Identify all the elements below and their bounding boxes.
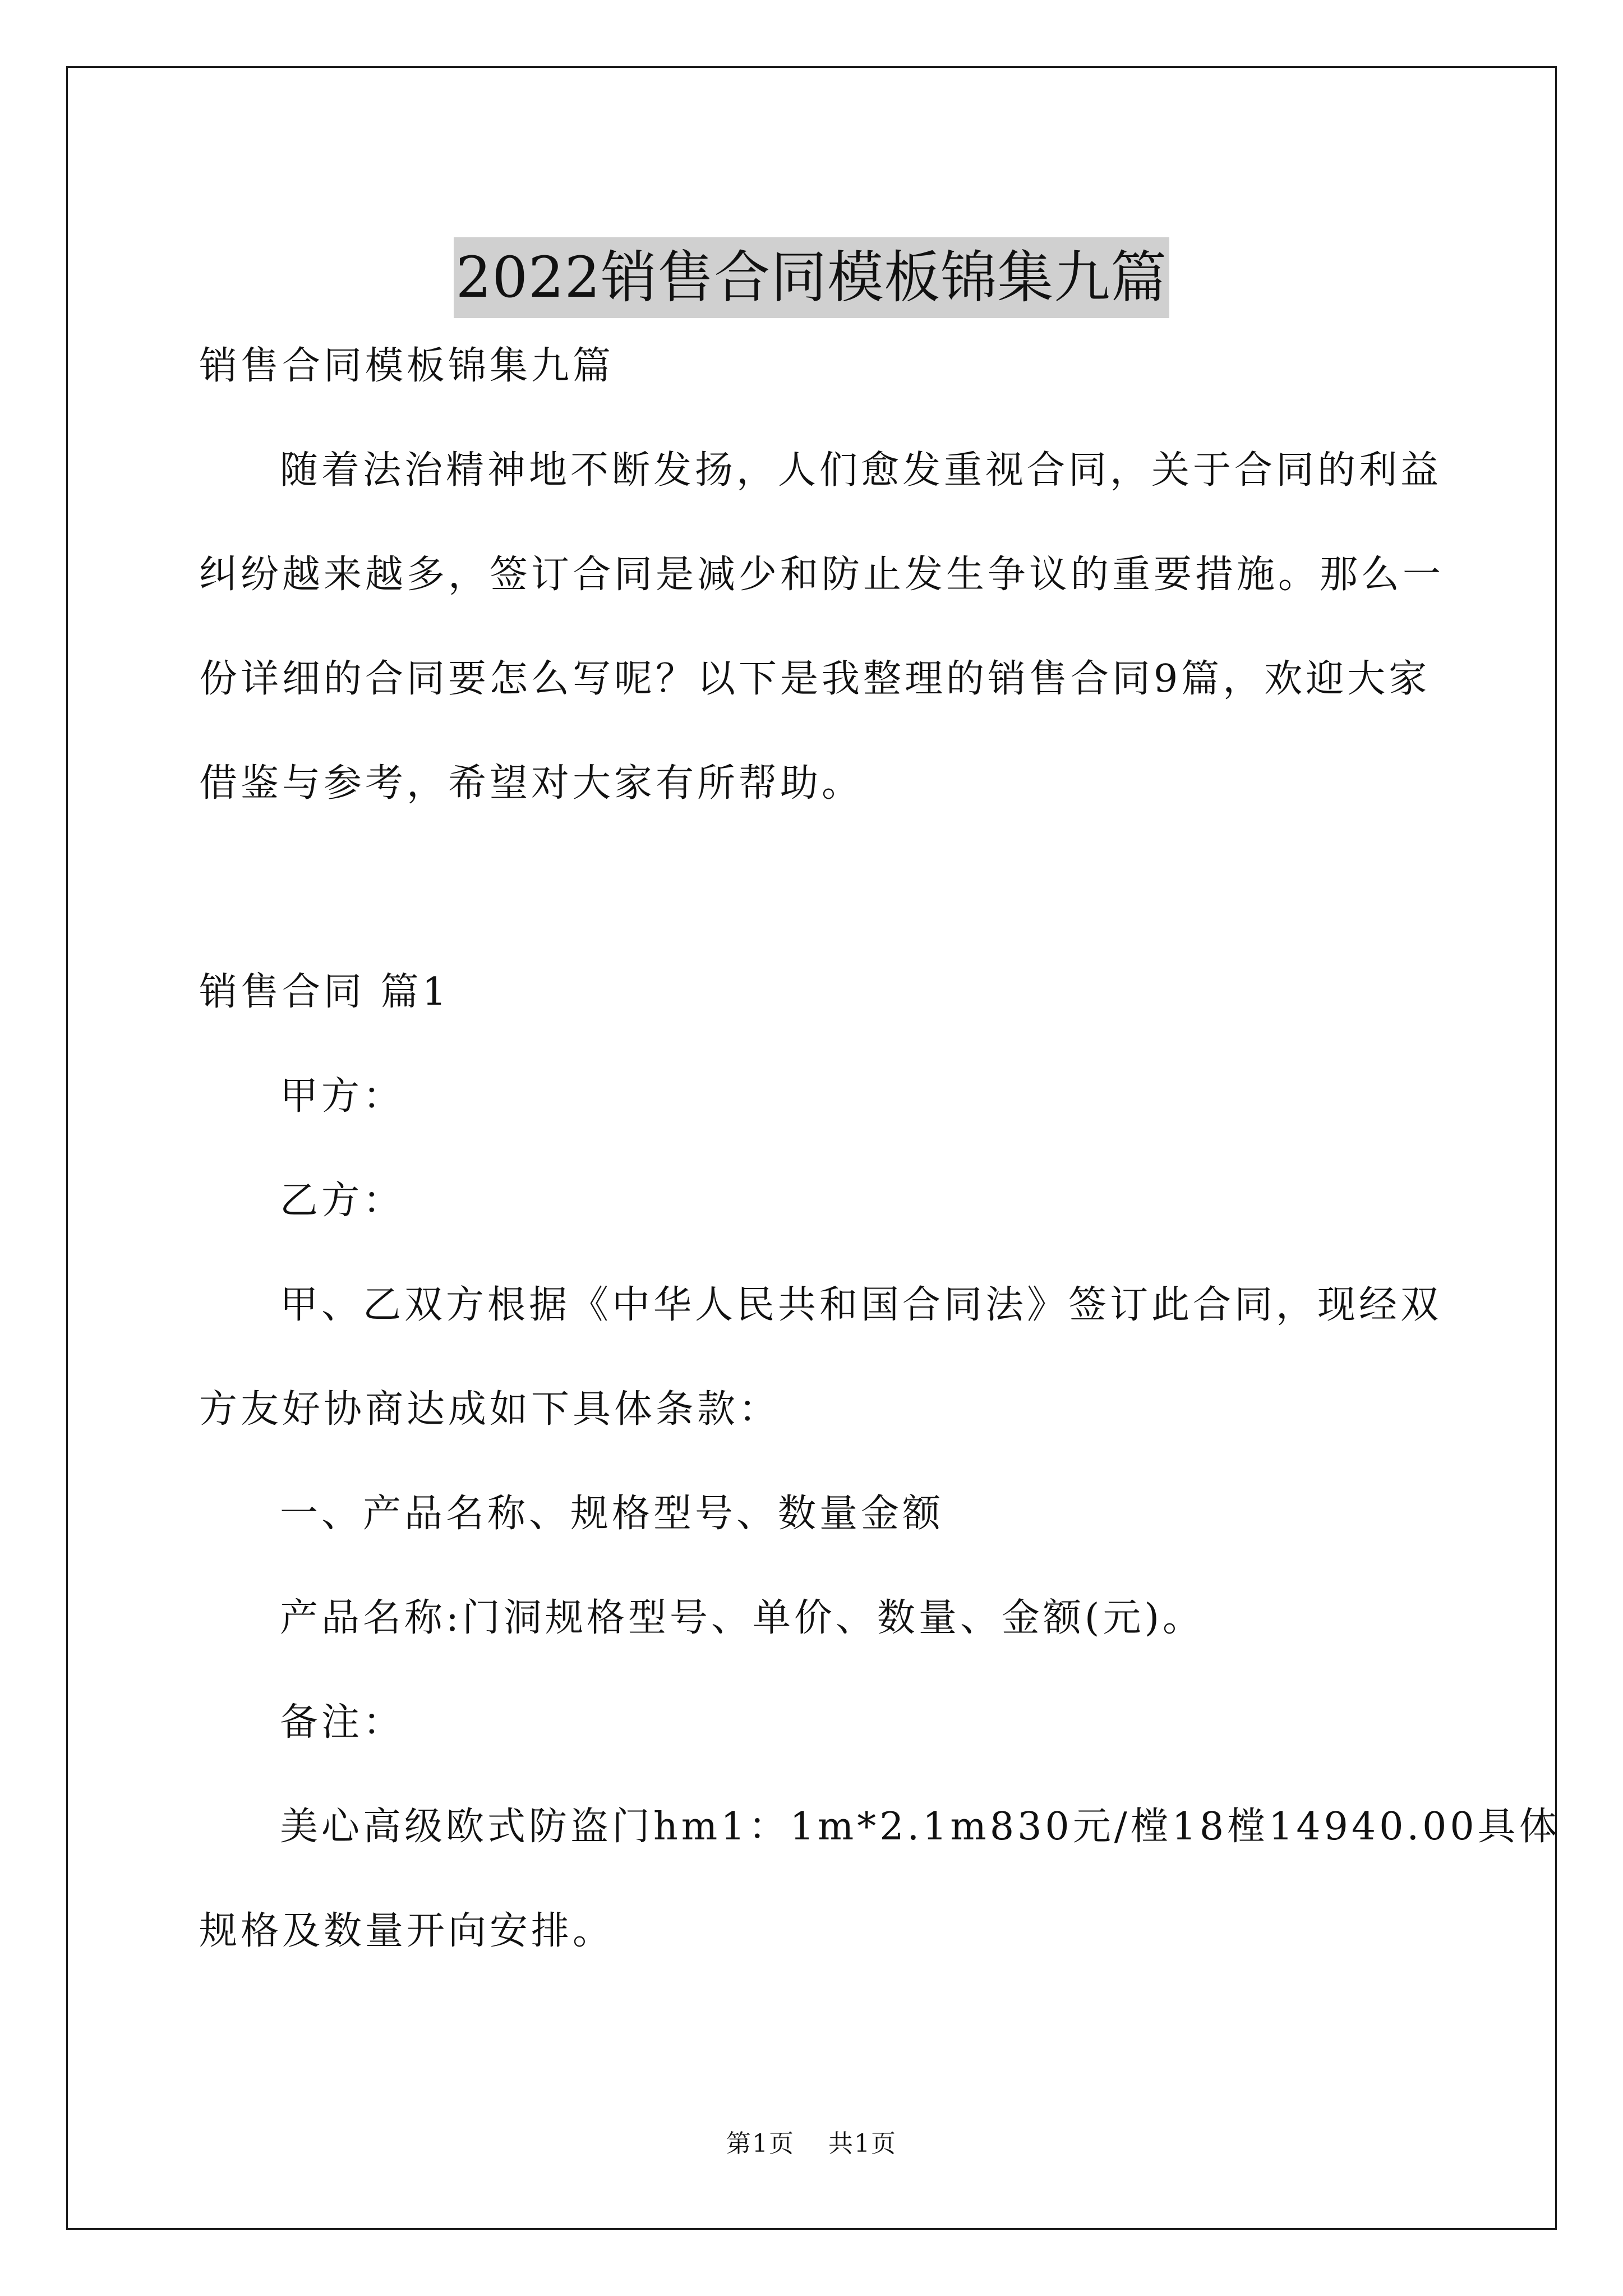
intro-paragraph-line-2: 纠纷越来越多，签订合同是减少和防止发生争议的重要措施。那么一: [199, 553, 1445, 597]
clause-heading: 一、产品名称、规格型号、数量金额: [280, 1492, 944, 1536]
document-title: 2022销售合同模板锦集九篇: [454, 237, 1170, 318]
party-a-line: 甲方：: [280, 1074, 405, 1119]
agreement-paragraph-line-1: 甲、乙双方根据《中华人民共和国合同法》签订此合同，现经双: [280, 1283, 1442, 1327]
section-gap: [199, 836, 1427, 940]
product-name-line: 产品名称:门洞规格型号、单价、数量、金额(元)。: [280, 1596, 1204, 1640]
subtitle-paragraph: 销售合同模板锦集九篇: [199, 344, 615, 388]
party-b-line: 乙方：: [280, 1179, 405, 1223]
page-footer: [0, 2127, 1623, 2161]
intro-paragraph-line-4: 借鉴与参考，希望对大家有所帮助。: [199, 761, 864, 806]
remarks-line: 备注：: [280, 1700, 405, 1745]
document-body: [199, 314, 1561, 1984]
page-total: 共1页: [828, 2129, 897, 2158]
page-current: 第1页: [726, 2129, 795, 2158]
product-detail-line-1: 美心高级欧式防盗门hm1：1m*2.1m830元/樘18樘14940.00具体: [280, 1805, 1561, 1849]
agreement-paragraph-line-2: 方友好协商达成如下具体条款：: [199, 1387, 781, 1432]
intro-paragraph-line-1: 随着法治精神地不断发扬，人们愈发重视合同，关于合同的利益: [280, 448, 1442, 493]
product-detail-line-2: 规格及数量开向安排。: [199, 1909, 615, 1953]
section-heading: 销售合同 篇1: [199, 970, 450, 1014]
intro-paragraph-line-3: 份详细的合同要怎么写呢？以下是我整理的销售合同9篇，欢迎大家: [199, 657, 1431, 701]
